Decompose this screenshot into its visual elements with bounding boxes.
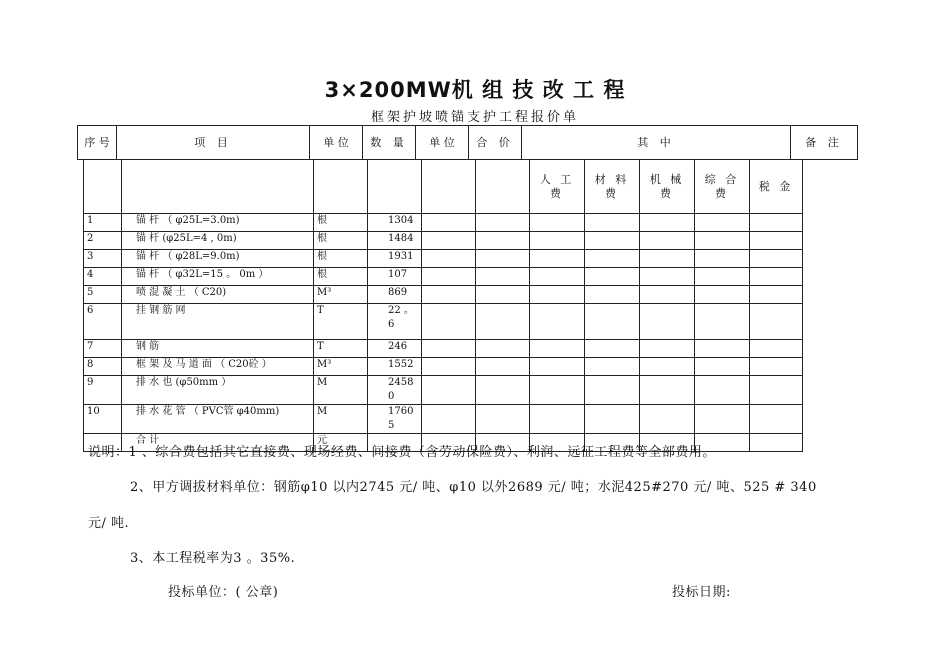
table-row bbox=[84, 286, 803, 304]
table-row bbox=[84, 358, 803, 376]
empty-cell bbox=[422, 358, 476, 376]
empty-cell bbox=[695, 340, 750, 358]
subheader-tax: 税 金 bbox=[750, 160, 803, 214]
empty-cell bbox=[640, 214, 695, 232]
empty-cell bbox=[750, 250, 803, 268]
row-unit: T bbox=[314, 340, 368, 358]
row-item: 排 水 也 (φ50mm ） bbox=[122, 376, 314, 405]
empty-cell bbox=[585, 268, 640, 286]
row-quantity: 22 。6 bbox=[368, 304, 422, 340]
header-unit: 单 位 bbox=[310, 126, 363, 160]
empty-cell bbox=[640, 250, 695, 268]
empty-cell bbox=[750, 286, 803, 304]
table-row bbox=[84, 232, 803, 250]
empty-cell bbox=[695, 286, 750, 304]
empty-cell bbox=[585, 214, 640, 232]
table-row bbox=[84, 214, 803, 232]
empty-cell bbox=[422, 268, 476, 286]
row-unit: M bbox=[314, 405, 368, 434]
row-quantity: 24580 bbox=[368, 376, 422, 405]
empty-cell bbox=[750, 340, 803, 358]
note-2-continued: 元/ 吨. bbox=[88, 516, 130, 531]
row-quantity: 1304 bbox=[368, 214, 422, 232]
header-remark: 备 注 bbox=[791, 126, 858, 160]
row-number: 9 bbox=[84, 376, 122, 405]
empty-cell bbox=[422, 340, 476, 358]
empty-cell bbox=[640, 376, 695, 405]
empty-cell bbox=[585, 405, 640, 434]
subheader-machine: 机 械 费 bbox=[640, 160, 695, 214]
document-subtitle: 框架护坡喷锚支护工程报价单 bbox=[370, 110, 579, 125]
empty-cell bbox=[476, 358, 530, 376]
empty-cell bbox=[530, 376, 585, 405]
row-unit: M³ bbox=[314, 286, 368, 304]
bidder-label: 投标单位：( 公章) bbox=[168, 585, 279, 600]
row-item: 钢 筋 bbox=[122, 340, 314, 358]
empty-cell bbox=[640, 358, 695, 376]
note-1: 说明：1 、综合费包括其它直接费、现场经费、间接费（含劳动保险费）、利润、远征工程费等全部费用。 bbox=[88, 445, 716, 460]
table-row bbox=[84, 376, 803, 405]
row-item: 锚 杆 （ φ28L=9.0m) bbox=[122, 250, 314, 268]
empty-cell bbox=[695, 232, 750, 250]
table-row bbox=[84, 405, 803, 434]
empty-cell bbox=[695, 304, 750, 340]
header-unit2: 单 位 bbox=[416, 126, 469, 160]
empty-cell bbox=[750, 376, 803, 405]
row-item: 锚 杆 （ φ25L=3.0m) bbox=[122, 214, 314, 232]
empty-cell bbox=[750, 304, 803, 340]
empty-cell bbox=[422, 232, 476, 250]
empty-cell bbox=[585, 232, 640, 250]
row-quantity: 17605 bbox=[368, 405, 422, 434]
row-unit: M bbox=[314, 376, 368, 405]
row-number: 1 bbox=[84, 214, 122, 232]
empty-cell bbox=[530, 268, 585, 286]
empty-cell bbox=[640, 286, 695, 304]
subheader-material: 材 料 费 bbox=[585, 160, 640, 214]
empty-cell bbox=[476, 214, 530, 232]
row-item: 锚 杆 （ φ32L=15 。 0m ） bbox=[122, 268, 314, 286]
empty-cell bbox=[640, 268, 695, 286]
note-2: 2、甲方调拔材料单位：钢筋φ10 以内2745 元/ 吨、φ10 以外2689 元/ 吨；水泥425#270 元/ 吨、525 # 340 bbox=[130, 480, 817, 495]
empty-cell bbox=[640, 304, 695, 340]
empty-cell bbox=[750, 358, 803, 376]
empty-cell bbox=[530, 214, 585, 232]
empty-cell bbox=[585, 358, 640, 376]
empty-cell bbox=[585, 376, 640, 405]
row-number: 4 bbox=[84, 268, 122, 286]
row-item: 锚 杆 (φ25L=4 , 0m) bbox=[122, 232, 314, 250]
row-number: 5 bbox=[84, 286, 122, 304]
empty-cell bbox=[585, 250, 640, 268]
empty-cell bbox=[530, 232, 585, 250]
row-item: 框 架 及 马 道 面 （ C20砼 ） bbox=[122, 358, 314, 376]
table-row bbox=[84, 304, 803, 340]
subheader-labor: 人 工 费 bbox=[530, 160, 585, 214]
row-quantity: 246 bbox=[368, 340, 422, 358]
empty-cell bbox=[750, 434, 803, 452]
empty-cell bbox=[695, 376, 750, 405]
header-among: 其 中 bbox=[522, 126, 791, 160]
bid-date-label: 投标日期: bbox=[672, 585, 731, 600]
empty-cell bbox=[585, 304, 640, 340]
empty-cell bbox=[585, 286, 640, 304]
row-number: 10 bbox=[84, 405, 122, 434]
empty-cell bbox=[422, 214, 476, 232]
empty-cell bbox=[750, 268, 803, 286]
empty-cell bbox=[640, 405, 695, 434]
header-qty: 数 量 bbox=[363, 126, 416, 160]
row-item: 挂 钢 筋 网 bbox=[122, 304, 314, 340]
empty-cell bbox=[530, 340, 585, 358]
row-quantity: 1552 bbox=[368, 358, 422, 376]
empty-cell bbox=[530, 250, 585, 268]
empty-cell bbox=[476, 405, 530, 434]
empty-cell bbox=[640, 232, 695, 250]
empty-cell bbox=[585, 340, 640, 358]
header-item: 项 目 bbox=[117, 126, 310, 160]
empty-cell bbox=[476, 250, 530, 268]
note-3: 3、本工程税率为3 。35%. bbox=[130, 551, 296, 566]
row-unit: 根 bbox=[314, 250, 368, 268]
row-quantity: 869 bbox=[368, 286, 422, 304]
empty-cell bbox=[530, 286, 585, 304]
empty-cell bbox=[476, 268, 530, 286]
row-number: 6 bbox=[84, 304, 122, 340]
header-total: 合 价 bbox=[469, 126, 522, 160]
row-quantity: 107 bbox=[368, 268, 422, 286]
row-unit: 根 bbox=[314, 214, 368, 232]
row-unit: M³ bbox=[314, 358, 368, 376]
empty-cell bbox=[530, 358, 585, 376]
empty-cell bbox=[695, 250, 750, 268]
row-number: 7 bbox=[84, 340, 122, 358]
row-quantity: 1484 bbox=[368, 232, 422, 250]
row-unit: 根 bbox=[314, 268, 368, 286]
empty-cell bbox=[422, 286, 476, 304]
empty-cell bbox=[750, 405, 803, 434]
document-title: 3×200MW机 组 技 改 工 程 bbox=[324, 78, 626, 102]
row-unit: 元 bbox=[314, 434, 368, 452]
empty-cell bbox=[750, 232, 803, 250]
empty-cell bbox=[640, 340, 695, 358]
header-seq: 序 号 bbox=[78, 126, 117, 160]
empty-cell bbox=[476, 304, 530, 340]
empty-cell bbox=[530, 405, 585, 434]
row-number: 3 bbox=[84, 250, 122, 268]
row-item: 合 计 bbox=[122, 434, 314, 452]
empty-cell bbox=[476, 340, 530, 358]
row-item: 喷 混 凝 土 （ C20) bbox=[122, 286, 314, 304]
empty-cell bbox=[695, 268, 750, 286]
empty-cell bbox=[695, 405, 750, 434]
empty-cell bbox=[695, 214, 750, 232]
empty-cell bbox=[422, 304, 476, 340]
empty-cell bbox=[422, 376, 476, 405]
table-row bbox=[84, 268, 803, 286]
row-quantity: 1931 bbox=[368, 250, 422, 268]
subheader-overall: 综 合 费 bbox=[695, 160, 750, 214]
table-row bbox=[84, 250, 803, 268]
empty-cell bbox=[750, 214, 803, 232]
empty-cell bbox=[476, 286, 530, 304]
header-table bbox=[77, 125, 858, 160]
row-item: 排 水 花 管 （ PVC管 φ40mm) bbox=[122, 405, 314, 434]
empty-cell bbox=[530, 304, 585, 340]
table-row bbox=[84, 340, 803, 358]
empty-cell bbox=[422, 405, 476, 434]
empty-cell bbox=[422, 250, 476, 268]
row-unit: 根 bbox=[314, 232, 368, 250]
empty-cell bbox=[695, 358, 750, 376]
empty-cell bbox=[476, 232, 530, 250]
empty-cell bbox=[476, 376, 530, 405]
row-number: 2 bbox=[84, 232, 122, 250]
row-number: 8 bbox=[84, 358, 122, 376]
quote-table bbox=[83, 159, 803, 452]
row-unit: T bbox=[314, 304, 368, 340]
